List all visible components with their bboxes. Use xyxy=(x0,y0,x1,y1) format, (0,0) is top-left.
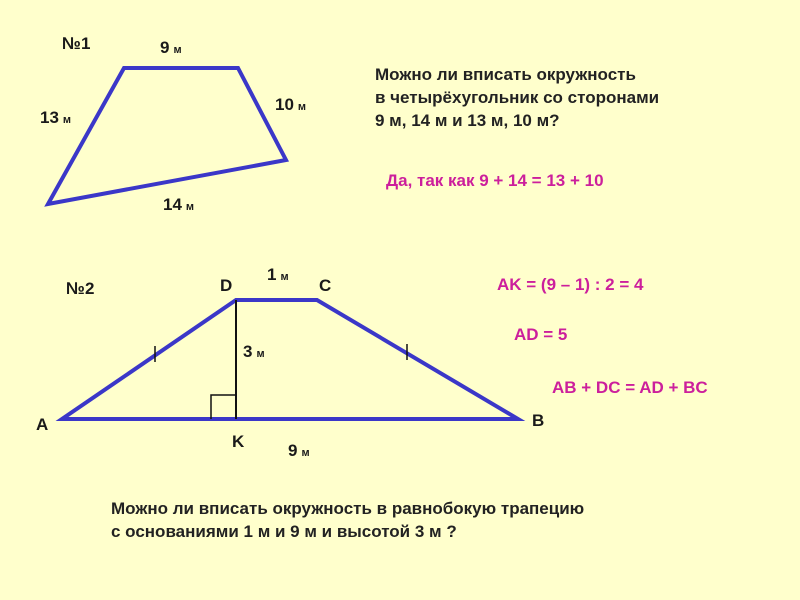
top-base-unit: м xyxy=(280,271,289,283)
problem2-question-line: с основаниями 1 м и 9 м и высотой 3 м ? xyxy=(111,522,457,541)
problem1-number: №1 xyxy=(62,34,91,53)
problem2-question-line: Можно ли вписать окружность в равнобокую трапецию xyxy=(111,499,585,518)
vertex-d-label: D xyxy=(220,276,233,295)
side-left-unit: м xyxy=(62,114,72,126)
kb-length-unit: м xyxy=(301,447,310,459)
vertex-b-label: B xyxy=(532,411,545,430)
kb-length-label xyxy=(288,441,310,461)
problem2-number: №2 xyxy=(66,279,95,298)
problem1-answer: Да, так как 9 + 14 = 13 + 10 xyxy=(386,171,604,190)
problem1-question-line: Можно ли вписать окружность xyxy=(375,65,636,84)
problem2-question xyxy=(111,497,584,543)
solution-step-ak: AK = (9 – 1) : 2 = 4 xyxy=(497,275,644,294)
side-left-value: 13 xyxy=(40,108,59,127)
side-right-unit: м xyxy=(297,101,307,113)
vertex-c-label: C xyxy=(319,276,332,295)
vertex-a-label: A xyxy=(36,415,49,434)
side-left-label xyxy=(40,108,71,128)
side-top-label xyxy=(160,38,182,58)
kb-length-value: 9 xyxy=(288,441,298,460)
top-base-value: 1 xyxy=(267,265,277,284)
quadrilateral-figure xyxy=(48,68,286,204)
side-right-label xyxy=(275,95,306,115)
side-right-value: 10 xyxy=(275,95,294,114)
height-value: 3 xyxy=(243,342,253,361)
point-k-label: K xyxy=(232,432,245,451)
side-bottom-value: 14 xyxy=(163,195,182,214)
problem1-question-line: в четырёхугольник со сторонами xyxy=(375,88,660,107)
problem1-question xyxy=(375,63,659,132)
solution-step-sum: AB + DC = AD + BC xyxy=(552,378,708,397)
side-top-value: 9 xyxy=(160,38,170,57)
side-bottom-label xyxy=(163,195,194,215)
side-bottom-unit: м xyxy=(185,201,195,213)
trapezoid-figure xyxy=(62,300,518,419)
height-label xyxy=(243,342,265,362)
side-top-unit: м xyxy=(173,44,182,56)
right-angle-marker xyxy=(211,395,236,419)
top-base-label xyxy=(267,265,289,285)
problem1-question-line: 9 м, 14 м и 13 м, 10 м? xyxy=(375,111,560,130)
height-unit: м xyxy=(256,348,265,360)
solution-step-ad: AD = 5 xyxy=(514,325,568,344)
